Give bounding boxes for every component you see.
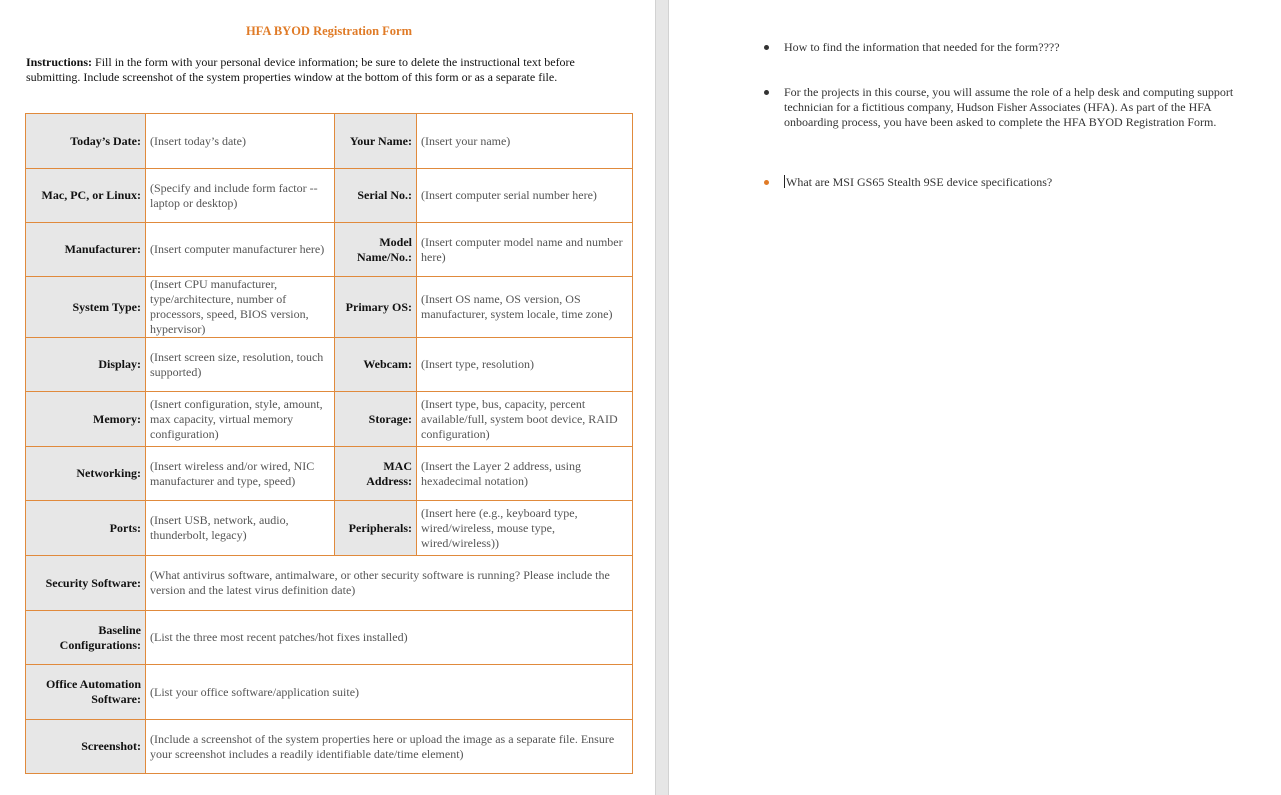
field-label: Webcam: bbox=[335, 338, 417, 392]
field-value[interactable]: (Insert today’s date) bbox=[146, 114, 335, 169]
field-value[interactable]: (List your office software/application suite) bbox=[146, 665, 633, 720]
field-label: Primary OS: bbox=[335, 277, 417, 338]
registration-table bbox=[25, 113, 633, 774]
field-label: Networking: bbox=[26, 447, 146, 501]
bullet-icon bbox=[764, 90, 769, 95]
instructions-text: Fill in the form with your personal device information; be sure to delete the instructional text before submitting. Include screenshot of the system properties window at the bottom of this form or as a separate file. bbox=[26, 55, 575, 84]
note-item[interactable] bbox=[784, 40, 1254, 55]
table-row bbox=[26, 556, 633, 611]
instructions-paragraph bbox=[26, 55, 586, 85]
field-value[interactable]: (Insert your name) bbox=[417, 114, 633, 169]
table-row bbox=[26, 720, 633, 774]
note-text: For the projects in this course, you will assume the role of a help desk and computing support technician for a fictitious company, Hudson Fisher Associates (HFA). As part of the HFA onboarding process, you have been asked to complete the HFA BYOD Registration Form. bbox=[784, 85, 1234, 129]
field-label: Mac, PC, or Linux: bbox=[26, 169, 146, 223]
field-value[interactable]: (What antivirus software, antimalware, or other security software is running? Please include the version and the latest virus definition date) bbox=[146, 556, 633, 611]
field-label: Serial No.: bbox=[335, 169, 417, 223]
field-value[interactable]: (Insert USB, network, audio, thunderbolt, legacy) bbox=[146, 501, 335, 556]
text-cursor bbox=[784, 175, 785, 188]
field-value[interactable]: (Insert type, resolution) bbox=[417, 338, 633, 392]
bullet-icon bbox=[764, 180, 769, 185]
field-label: MAC Address: bbox=[335, 447, 417, 501]
field-label: Today’s Date: bbox=[26, 114, 146, 169]
table-row bbox=[26, 223, 633, 277]
field-value[interactable]: (Insert screen size, resolution, touch supported) bbox=[146, 338, 335, 392]
field-value[interactable]: (Specify and include form factor -- laptop or desktop) bbox=[146, 169, 335, 223]
field-label: Ports: bbox=[26, 501, 146, 556]
field-value[interactable]: (Insert computer serial number here) bbox=[417, 169, 633, 223]
field-label: Security Software: bbox=[26, 556, 146, 611]
table-row bbox=[26, 277, 633, 338]
note-text: What are MSI GS65 Stealth 9SE device specifications? bbox=[786, 175, 1053, 189]
field-label: Your Name: bbox=[335, 114, 417, 169]
field-value[interactable]: (Insert computer manufacturer here) bbox=[146, 223, 335, 277]
table-row bbox=[26, 611, 633, 665]
field-value[interactable]: (Include a screenshot of the system properties here or upload the image as a separate file. Ensure your screenshot includes a readily identifiable date/time element) bbox=[146, 720, 633, 774]
table-row bbox=[26, 501, 633, 556]
field-value[interactable]: (Insert wireless and/or wired, NIC manufacturer and type, speed) bbox=[146, 447, 335, 501]
note-text: How to find the information that needed for the form???? bbox=[784, 40, 1060, 54]
field-label: Manufacturer: bbox=[26, 223, 146, 277]
table-row bbox=[26, 114, 633, 169]
document-page-right bbox=[669, 0, 1281, 795]
field-value[interactable]: (Insert OS name, OS version, OS manufacturer, system locale, time zone) bbox=[417, 277, 633, 338]
field-value[interactable]: (Insert the Layer 2 address, using hexadecimal notation) bbox=[417, 447, 633, 501]
table-row bbox=[26, 665, 633, 720]
table-row bbox=[26, 169, 633, 223]
page-gutter bbox=[655, 0, 669, 795]
field-label: Peripherals: bbox=[335, 501, 417, 556]
field-value[interactable]: (Insert here (e.g., keyboard type, wired/wireless, mouse type, wired/wireless)) bbox=[417, 501, 633, 556]
field-value[interactable]: (Insert CPU manufacturer, type/architecture, number of processors, speed, BIOS version, hypervisor) bbox=[146, 277, 335, 338]
table-row bbox=[26, 447, 633, 501]
field-label: Storage: bbox=[335, 392, 417, 447]
field-value[interactable]: (List the three most recent patches/hot fixes installed) bbox=[146, 611, 633, 665]
field-label: System Type: bbox=[26, 277, 146, 338]
field-label: Memory: bbox=[26, 392, 146, 447]
field-value[interactable]: (Isnert configuration, style, amount, max capacity, virtual memory configuration) bbox=[146, 392, 335, 447]
instructions-label: Instructions: bbox=[26, 55, 93, 69]
field-value[interactable]: (Insert type, bus, capacity, percent available/full, system boot device, RAID configuration) bbox=[417, 392, 633, 447]
table-row bbox=[26, 338, 633, 392]
field-label: Screenshot: bbox=[26, 720, 146, 774]
table-row bbox=[26, 392, 633, 447]
note-item[interactable] bbox=[784, 175, 1254, 190]
field-value[interactable]: (Insert computer model name and number here) bbox=[417, 223, 633, 277]
field-label: Office Automation Software: bbox=[26, 665, 146, 720]
field-label: Baseline Configurations: bbox=[26, 611, 146, 665]
field-label: Model Name/No.: bbox=[335, 223, 417, 277]
bullet-icon bbox=[764, 45, 769, 50]
field-label: Display: bbox=[26, 338, 146, 392]
note-item[interactable] bbox=[784, 85, 1249, 130]
form-title: HFA BYOD Registration Form bbox=[245, 24, 413, 38]
